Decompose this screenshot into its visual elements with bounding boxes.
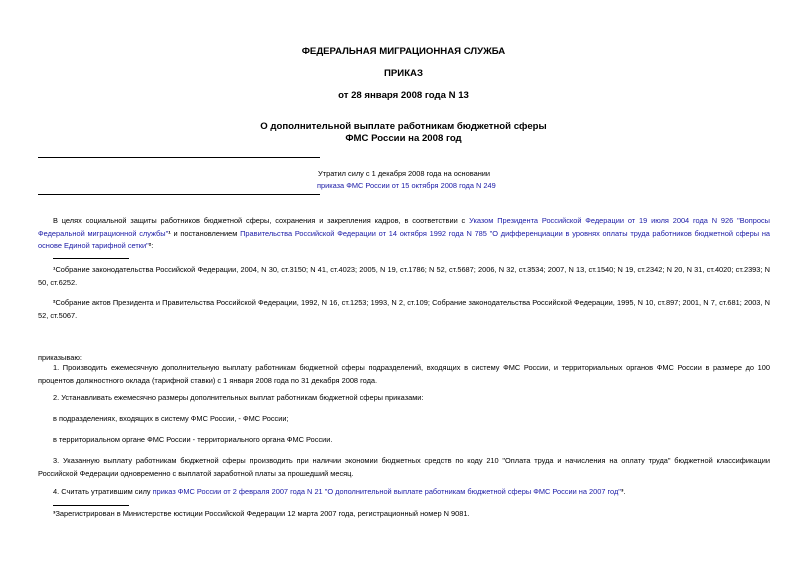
item-4-text: 4. Считать утратившим силу bbox=[53, 487, 153, 496]
item-3: 3. Указанную выплату работникам бюджетной сферы производить при наличии экономии бюджетных средств по коду 210 "Оплата труда и начисления на оплату труда" бюджетной классификации Российской Федерации одновременно с выплатой заработной платы за прошедший месяц. bbox=[38, 456, 770, 478]
item-4-end: . bbox=[623, 487, 626, 496]
footnote-3-text: Зарегистрирован в Министерстве юстиции Российской Федерации 12 марта 2007 года, регистрационный номер N 9081. bbox=[55, 509, 470, 518]
item-2: 2. Устанавливать ежемесячно размеры дополнительных выплат работникам бюджетной сферы приказами: bbox=[53, 393, 424, 402]
president-decree-link[interactable]: Указом Президента Российской Федерации от 19 июля 2004 года N 926 "Вопросы Федеральной миграционной службы" bbox=[38, 216, 770, 238]
preamble-text-3: : bbox=[151, 241, 154, 250]
footnote-1-text: Собрание законодательства Российской Федерации, 2004, N 30, ст.3150; N 41, ст.4023; 2005, N 19, ст.1786; N 52, ст.5687; 2006, N 32, ст.3534; 2007, N 13, ст.1540; N 19, ст.2342; N 20, N 31, ст.4020; ст.2393; N 50, ст.6252. bbox=[38, 265, 770, 287]
document-title-line1: О дополнительной выплате работникам бюджетной сферы bbox=[260, 121, 547, 132]
item-4 bbox=[53, 486, 770, 499]
footnote-3 bbox=[53, 508, 770, 521]
header-divider-top bbox=[38, 157, 320, 158]
document-type: ПРИКАЗ bbox=[384, 68, 423, 79]
status-text: Утратил силу с 1 декабря 2008 года на основании bbox=[318, 169, 491, 178]
repeal-order-link[interactable]: приказа ФМС России от 15 октября 2008 года N 249 bbox=[317, 181, 496, 190]
document-date-number: от 28 января 2008 года N 13 bbox=[338, 90, 469, 101]
repealed-order-link[interactable]: приказ ФМС России от 2 февраля 2007 года N 21 "О дополнительной выплате работникам бюджетной сферы ФМС России на 2007 год" bbox=[152, 487, 621, 496]
agency-name: ФЕДЕРАЛЬНАЯ МИГРАЦИОННАЯ СЛУЖБА bbox=[301, 46, 506, 57]
footnote-marker-1: ¹ bbox=[53, 265, 56, 274]
preamble-text-2: и постановлением bbox=[170, 228, 241, 238]
item-1: 1. Производить ежемесячную дополнительную выплату работникам бюджетной сферы подразделений, входящих в систему ФМС России, и территориальных органов ФМС России в размере до 100 процентов должностного оклада (тарифной ставки) с 1 января 2008 года по 31 декабря 2008 года. bbox=[38, 363, 770, 385]
footnote-divider-1 bbox=[53, 258, 129, 259]
header-divider-bottom bbox=[38, 194, 320, 195]
footnote-divider-2 bbox=[53, 505, 129, 506]
footnote-2 bbox=[38, 297, 770, 322]
document-title-line2: ФМС России на 2008 год bbox=[345, 133, 462, 144]
footnote-marker-3: ³ bbox=[53, 509, 56, 518]
preamble-text-1: В целях социальной защиты работников бюджетной сферы, сохранения и закрепления кадров, в соответствии с bbox=[53, 216, 470, 225]
footnote-mark-3: ³ bbox=[620, 487, 624, 496]
government-resolution-link[interactable]: Правительства Российской Федерации от 14 октября 1992 года N 785 "О дифференциации в уровнях оплаты труда работников бюджетной сферы на основе Единой тарифной сетки" bbox=[38, 228, 771, 250]
footnote-2-text: Собрание актов Президента и Правительства Российской Федерации, 1992, N 16, ст.1253; 1993, N 2, ст.109; Собрание законодательства Российской Федерации, 1995, N 10, ст.897; 2001, N 7, ст.681; 2003, N 52, ст.5067. bbox=[38, 298, 770, 320]
footnote-marker-2: ² bbox=[53, 298, 56, 307]
footnote-mark-1: ¹ bbox=[168, 228, 171, 238]
item-2b: в территориальном органе ФМС России - территориального органа ФМС России. bbox=[53, 435, 333, 444]
preamble-paragraph bbox=[38, 215, 770, 253]
footnote-mark-2: ² bbox=[148, 241, 152, 250]
item-2a: в подразделениях, входящих в систему ФМС России, - ФМС России; bbox=[53, 414, 289, 423]
order-word: приказываю: bbox=[38, 353, 82, 362]
footnote-1 bbox=[38, 264, 770, 289]
